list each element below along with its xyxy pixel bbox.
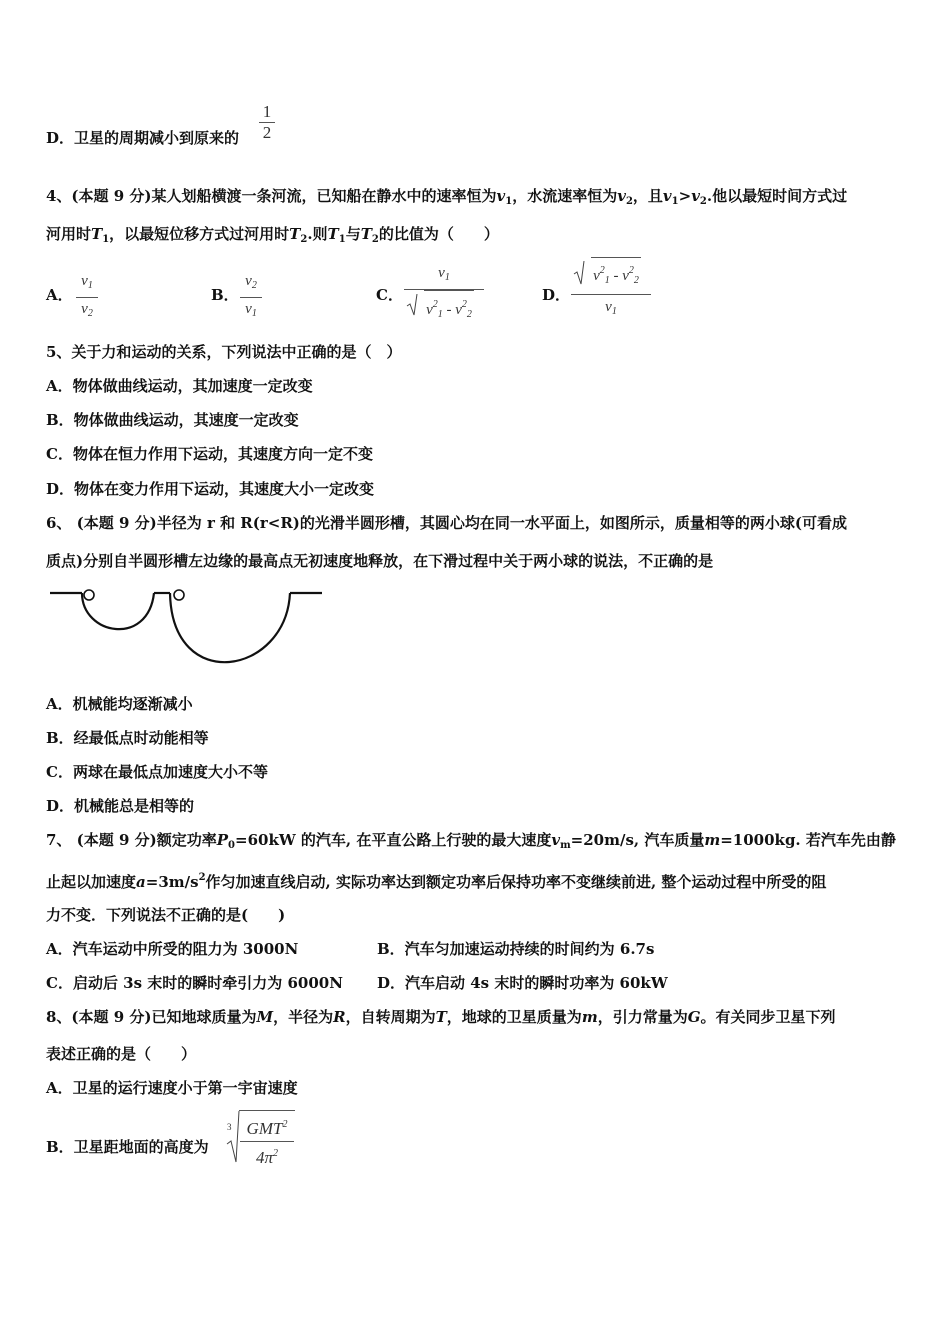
- var-v: v: [593, 268, 600, 284]
- var-v: v: [438, 265, 445, 281]
- q7-text: =1000kg. 若汽车先由静: [720, 831, 896, 849]
- q4-text: .他以最短时间方式过: [706, 187, 848, 205]
- sub-1: 1: [444, 272, 450, 283]
- sqrt-radicand: [424, 290, 474, 329]
- q7-text: =60kW 的汽车, 在平直公路上行驶的最大速度: [235, 831, 552, 849]
- q6-stem-line-1: 6、 (本题 9 分)半径为 r 和 R(r<R)的光滑半圆形槽，其圆心均在同一水平面上，如图所示，质量相等的两小球(可看成: [46, 514, 848, 532]
- q5-option-d: D．物体在变力作用下运动，其速度大小一定改变: [46, 480, 375, 498]
- var-m: m: [704, 831, 721, 849]
- var-v: v: [662, 187, 672, 205]
- var-G: G: [687, 1008, 701, 1026]
- fraction-denominator: 2: [259, 122, 275, 143]
- var-T: T: [91, 225, 103, 243]
- sub-2: 2: [87, 308, 93, 319]
- q4-text: ，且: [632, 187, 663, 205]
- var-v: v: [496, 187, 506, 205]
- q4-option-c-label: C．: [376, 286, 403, 304]
- semicircle-troughs-diagram: [48, 585, 328, 665]
- greater-than: >: [678, 187, 692, 205]
- q7-text: =20m/s, 汽车质量: [570, 831, 705, 849]
- q7-option-d: D．汽车启动 4s 末时的瞬时功率为 60kW: [377, 974, 668, 992]
- superscript-2: 2: [282, 1119, 288, 1130]
- q6-option-b: B．经最低点时动能相等: [46, 729, 209, 747]
- sqrt-sign-icon: [406, 294, 418, 316]
- small-ball-icon: [84, 590, 94, 600]
- q8-stem-line-2: 表述正确的是（ ）: [46, 1045, 197, 1063]
- sqrt-radicand: [591, 257, 641, 294]
- var-R: R: [333, 1008, 346, 1026]
- q5-option-c: C．物体在恒力作用下运动，其速度方向一定不变: [46, 445, 373, 463]
- var-a: a: [136, 873, 146, 891]
- var-m: m: [581, 1008, 598, 1026]
- var-P: P: [216, 831, 229, 849]
- sub-2: 2: [633, 275, 639, 286]
- q7-text: 7、 (本题 9 分)额定功率: [46, 831, 217, 849]
- var-v: v: [455, 302, 462, 318]
- sub-0: 0: [228, 840, 235, 851]
- q4-option-a-label: A．: [46, 286, 73, 304]
- q4-option-b-label: B．: [211, 286, 239, 304]
- q4-option-c-fraction: [404, 262, 484, 329]
- q5-option-a: A．物体做曲线运动，其加速度一定改变: [46, 377, 313, 395]
- var-v: v: [605, 299, 612, 315]
- q6-option-a: A．机械能均逐渐减小: [46, 695, 193, 713]
- superscript-2: 2: [273, 1148, 279, 1159]
- sub-1: 1: [611, 306, 617, 317]
- denominator-4pi: 4π: [255, 1148, 274, 1167]
- q8-text: ，引力常量为: [597, 1008, 688, 1026]
- var-v: v: [551, 831, 561, 849]
- q6-option-d: D．机械能总是相等的: [46, 797, 195, 815]
- q8-text: ，地球的卫星质量为: [446, 1008, 582, 1026]
- q8-text: 8、(本题 9 分)已知地球质量为: [46, 1008, 257, 1026]
- q5-stem: 5、关于力和运动的关系，下列说法中正确的是（ ）: [46, 343, 402, 361]
- q8-text: 。有关同步卫星下列: [700, 1008, 836, 1026]
- sub-1: 1: [87, 280, 93, 291]
- sub-m: m: [560, 840, 571, 851]
- var-M: M: [256, 1008, 274, 1026]
- q6-option-c: C．两球在最低点加速度大小不等: [46, 763, 268, 781]
- q7-stem-line-2: [46, 868, 826, 892]
- root-index: 3: [227, 1122, 232, 1132]
- large-trough: [170, 593, 290, 662]
- q3-option-d-text: D．卫星的周期减小到原来的: [46, 129, 240, 147]
- numerator-GMT: GMT: [246, 1119, 283, 1138]
- sub-1: 1: [604, 275, 610, 286]
- cube-root-expression: [226, 1108, 298, 1166]
- sub-1: 1: [102, 234, 110, 245]
- sub-1: 1: [505, 196, 513, 207]
- q4-text: 河用时: [46, 225, 92, 243]
- q7-option-c: C．启动后 3s 末时的瞬时牵引力为 6000N: [46, 974, 343, 992]
- var-T: T: [435, 1008, 447, 1026]
- q4-option-d-label: D．: [542, 286, 571, 304]
- sub-1: 1: [251, 308, 257, 319]
- q7-text: =3m/s: [145, 873, 199, 891]
- q4-option-a-fraction: [76, 270, 98, 325]
- var-T: T: [360, 225, 372, 243]
- sub-1: 1: [437, 309, 443, 320]
- var-v: v: [426, 302, 433, 318]
- sub-2: 2: [371, 234, 379, 245]
- var-v: v: [691, 187, 700, 205]
- sqrt-sign-icon: [573, 261, 585, 285]
- var-v: v: [617, 187, 626, 205]
- q4-option-b-fraction: [240, 270, 262, 325]
- var-v: v: [81, 301, 88, 317]
- q4-stem-line-1: [46, 186, 847, 212]
- var-v: v: [81, 273, 88, 289]
- var-v: v: [245, 301, 252, 317]
- superscript-2: 2: [628, 265, 634, 276]
- q4-option-d-fraction: [571, 257, 651, 324]
- cube-root-sign-icon: [226, 1110, 240, 1164]
- q8-option-a: A．卫星的运行速度小于第一宇宙速度: [46, 1079, 298, 1097]
- sub-2: 2: [699, 196, 707, 207]
- sub-2: 2: [625, 196, 633, 207]
- q4-text: .则: [307, 225, 328, 243]
- q5-option-b: B．物体做曲线运动，其速度一定改变: [46, 411, 299, 429]
- q7-text: 作匀加速直线启动, 实际功率达到额定功率后保持功率不变继续前进, 整个运动过程中所受的阻: [205, 873, 827, 891]
- q8-text: ，自转周期为: [345, 1008, 436, 1026]
- q7-option-a: A．汽车运动中所受的阻力为 3000N: [46, 940, 299, 958]
- q8-fraction: [240, 1113, 294, 1170]
- superscript-2: 2: [599, 265, 605, 276]
- sub-2: 2: [300, 234, 308, 245]
- q4-text: 与: [345, 225, 361, 243]
- superscript-2: 2: [461, 299, 467, 310]
- q4-text: 的比值为（ ）: [378, 225, 499, 243]
- large-ball-icon: [174, 590, 184, 600]
- q7-text: 止起以加速度: [46, 873, 137, 891]
- sub-1: 1: [338, 234, 346, 245]
- superscript-2: 2: [198, 872, 206, 883]
- minus-sign: -: [613, 268, 619, 284]
- q4-stem-line-2: [46, 224, 499, 250]
- var-v: v: [622, 268, 629, 284]
- q4-text: ，以最短位移方式过河用时: [109, 225, 290, 243]
- fraction-numerator: 1: [262, 102, 272, 121]
- sub-1: 1: [671, 196, 679, 207]
- q8-option-b: B．卫星距地面的高度为: [46, 1138, 209, 1156]
- q7-stem-line-3: 力不变．下列说法不正确的是( ): [46, 906, 286, 924]
- q6-stem-line-2: 质点)分别自半圆形槽左边缘的最高点无初速度地释放，在下滑过程中关于两小球的说法，不正确的是: [46, 552, 714, 570]
- q8-text: ，半径为: [273, 1008, 334, 1026]
- sub-2: 2: [251, 280, 257, 291]
- superscript-2: 2: [432, 299, 438, 310]
- fraction-one-half: [259, 102, 275, 143]
- var-T: T: [327, 225, 339, 243]
- q4-text: ，水流速率恒为: [512, 187, 618, 205]
- var-T: T: [289, 225, 301, 243]
- q7-option-b: B．汽车匀加速运动持续的时间约为 6.7s: [377, 940, 655, 958]
- sub-2: 2: [466, 309, 472, 320]
- var-v: v: [245, 273, 252, 289]
- q4-text: 4、(本题 9 分)某人划船横渡一条河流，已知船在静水中的速率恒为: [46, 187, 497, 205]
- radical-overline: [239, 1110, 295, 1111]
- q7-stem-line-1: [46, 830, 896, 856]
- q3-option-d: [46, 128, 239, 148]
- q8-stem-line-1: [46, 1007, 836, 1027]
- minus-sign: -: [446, 302, 452, 318]
